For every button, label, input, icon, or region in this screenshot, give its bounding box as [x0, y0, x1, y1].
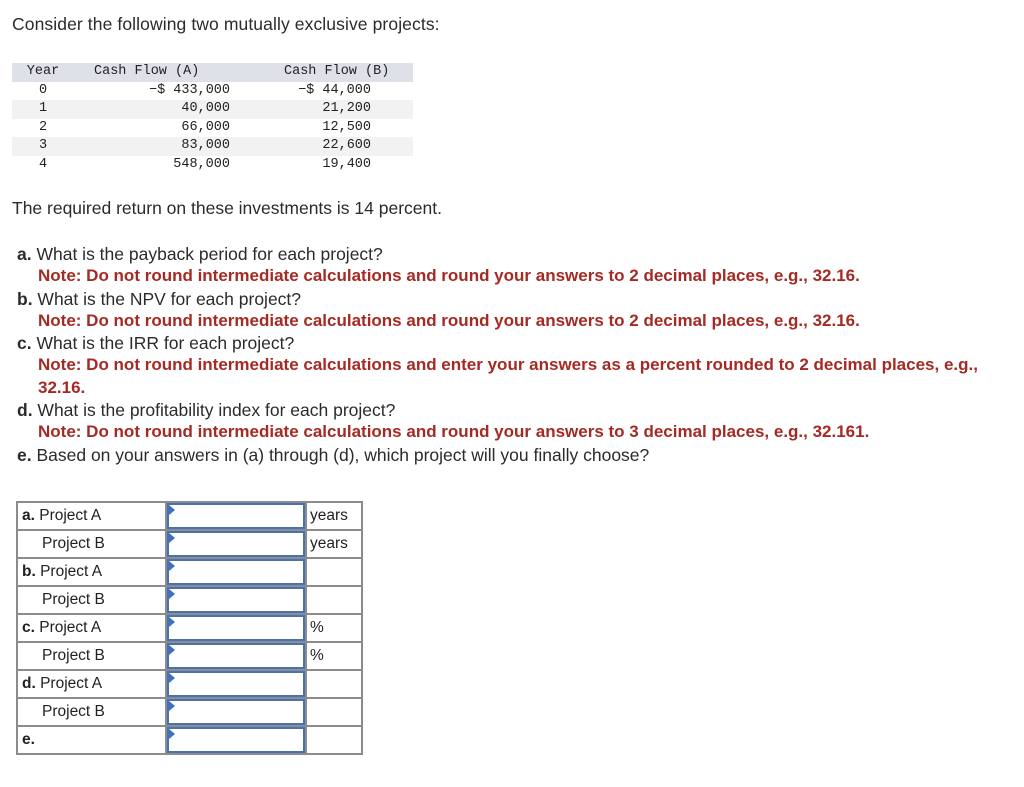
question-d	[17, 399, 1007, 421]
question-letter: d.	[17, 400, 33, 421]
pi-b-input[interactable]	[167, 699, 305, 725]
cash-flow-b-cell: 21,200	[322, 101, 371, 116]
cash-flow-a-cell: −$ 433,000	[148, 82, 230, 98]
payback-b-input[interactable]	[167, 531, 305, 557]
part-letter: a.	[22, 507, 35, 524]
question-c	[17, 332, 1007, 354]
project-label: Project B	[42, 647, 105, 664]
answer-row-a-project-a	[17, 502, 362, 530]
question-text: What is the IRR for each project?	[31, 333, 295, 354]
part-letter: c.	[22, 619, 35, 636]
question-note: Note: Do not round intermediate calculations and round your answers to 2 decimal places, e.g., 32.16.	[38, 310, 860, 330]
answer-row-d-project-a	[17, 670, 362, 698]
unit-label: %	[306, 614, 362, 642]
answer-row-d-project-b	[17, 698, 362, 726]
cash-flow-row	[12, 137, 413, 156]
unit-label	[306, 670, 362, 698]
cash-flow-a-cell: 548,000	[173, 156, 230, 172]
answer-input-cell	[166, 586, 306, 614]
project-label: Project A	[35, 563, 103, 580]
answer-label	[17, 614, 166, 642]
cash-flow-row	[12, 82, 413, 101]
question-text: What is the NPV for each project?	[32, 288, 302, 309]
question-text: What is the profitability index for each project?	[32, 400, 396, 421]
cash-flow-b-cell: −$ 44,000	[298, 82, 371, 98]
answer-input-cell	[166, 670, 306, 698]
unit-label	[306, 726, 362, 754]
answer-row-b-project-a	[17, 558, 362, 586]
answer-label	[17, 670, 166, 698]
answer-input-cell	[166, 530, 306, 558]
answer-input-cell	[166, 642, 306, 670]
cash-flow-header-row	[12, 63, 413, 82]
answer-table	[16, 501, 363, 755]
cash-flow-table	[12, 63, 413, 174]
year-cell: 1	[38, 101, 48, 116]
answer-row-c-project-b	[17, 642, 362, 670]
question-letter: c.	[17, 333, 32, 354]
part-letter: e.	[22, 731, 35, 748]
answer-input-cell	[166, 614, 306, 642]
part-letter: b.	[22, 563, 36, 580]
project-label: Project B	[42, 535, 105, 552]
question-note: Note: Do not round intermediate calculations and round your answers to 3 decimal places, e.g., 32.161.	[38, 422, 870, 442]
required-return-text: The required return on these investments is 14 percent.	[12, 198, 442, 218]
question-a	[17, 243, 1007, 265]
payback-a-input[interactable]	[167, 503, 305, 529]
project-label: Project B	[42, 703, 105, 720]
year-cell: 0	[38, 82, 48, 98]
answer-label	[17, 698, 166, 726]
answer-row-b-project-b	[17, 586, 362, 614]
answer-row-c-project-a	[17, 614, 362, 642]
answer-label	[17, 530, 166, 558]
question-b	[17, 288, 1007, 310]
cash-flow-row	[12, 100, 413, 119]
irr-a-input[interactable]	[167, 615, 305, 641]
intro-text: Consider the following two mutually exclusive projects:	[12, 14, 440, 34]
answer-label	[17, 558, 166, 586]
question-text: What is the payback period for each project?	[31, 244, 383, 264]
question-note: Note: Do not round intermediate calculations and round your answers to 2 decimal places, e.g., 32.16.	[38, 266, 860, 286]
cash-flow-row	[12, 119, 413, 138]
answer-row-e	[17, 726, 362, 754]
answer-label	[17, 726, 166, 754]
question-e	[17, 444, 1007, 466]
irr-b-input[interactable]	[167, 643, 305, 669]
part-letter: d.	[22, 675, 36, 692]
npv-a-input[interactable]	[167, 559, 305, 585]
cash-flow-b-cell: 19,400	[322, 156, 371, 172]
answer-label	[17, 502, 166, 530]
pi-a-input[interactable]	[167, 671, 305, 697]
project-label: Project A	[34, 619, 102, 636]
question-letter: b.	[17, 288, 33, 309]
question-letter: e.	[17, 444, 32, 465]
unit-label	[306, 586, 362, 614]
answer-label	[17, 642, 166, 670]
unit-label	[306, 558, 362, 586]
npv-b-input[interactable]	[167, 587, 305, 613]
unit-label: years	[306, 530, 362, 558]
unit-label	[306, 698, 362, 726]
question-note: Note: Do not round intermediate calculations and enter your answers as a percent rounded to 2 decimal places, e.g., 32.16.	[38, 355, 978, 397]
unit-label: %	[306, 642, 362, 670]
project-choice-input[interactable]	[167, 727, 305, 753]
project-label: Project A	[34, 507, 102, 524]
project-label: Project A	[35, 675, 103, 692]
answer-input-cell	[166, 726, 306, 754]
question-text: Based on your answers in (a) through (d), which project will you finally choose?	[31, 444, 650, 465]
year-cell: 2	[38, 119, 48, 135]
cash-flow-b-cell: 12,500	[322, 119, 371, 135]
year-cell: 3	[38, 138, 48, 153]
header-cash-flow-a: Cash Flow (A)	[94, 64, 200, 79]
answer-input-cell	[166, 698, 306, 726]
cash-flow-row	[12, 156, 413, 175]
answer-label	[17, 586, 166, 614]
project-label: Project B	[42, 591, 105, 608]
header-cash-flow-b: Cash Flow (B)	[284, 64, 390, 79]
answer-input-cell	[166, 558, 306, 586]
question-letter: a.	[17, 244, 32, 264]
answer-row-a-project-b	[17, 530, 362, 558]
answer-input-cell	[166, 502, 306, 530]
year-cell: 4	[38, 156, 48, 172]
header-year: Year	[26, 64, 60, 79]
cash-flow-a-cell: 83,000	[181, 138, 230, 153]
unit-label: years	[306, 502, 362, 530]
cash-flow-b-cell: 22,600	[322, 138, 371, 153]
cash-flow-a-cell: 40,000	[181, 101, 230, 116]
cash-flow-a-cell: 66,000	[181, 119, 230, 135]
question-list	[17, 243, 1007, 466]
